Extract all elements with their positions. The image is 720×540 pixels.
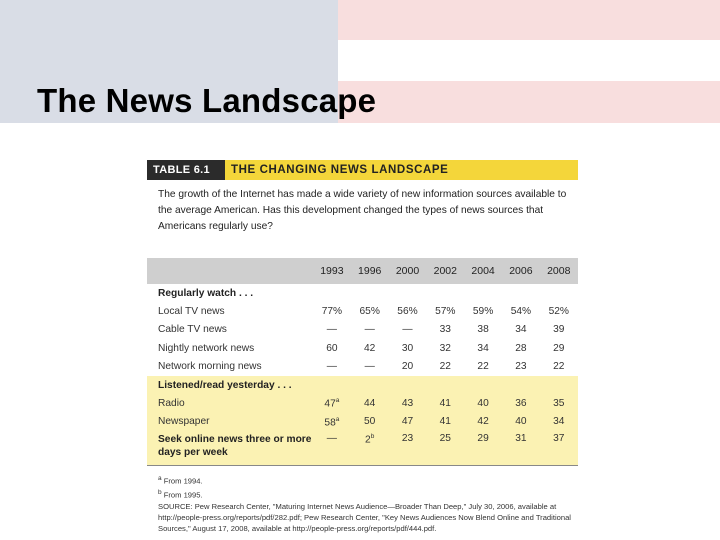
table-cell: 42 [477, 416, 489, 428]
table-cell: 42 [364, 342, 376, 354]
table-cell: 52% [548, 306, 569, 318]
table-cell: 56% [397, 306, 418, 318]
table-cell: 41 [439, 398, 451, 410]
table-cell: 29 [553, 342, 565, 354]
table-cell: — [364, 324, 375, 336]
year-header-row [147, 258, 578, 284]
table-cell: 28 [515, 342, 527, 354]
highlighted-section [147, 376, 578, 465]
table-cell: 77% [321, 306, 343, 318]
year-header: 1993 [320, 265, 344, 277]
table-cell: 22 [439, 361, 451, 373]
table-row [147, 413, 578, 431]
source-note: SOURCE: Pew Research Center, "Maturing Internet News Audience—Broader Than Deep," July 30, 2006, available at http://people-press.org/reports/pdf/282.pdf; Pew Research Center, "Key News Audiences Now Blend Online and Traditional Sources," August 17, 2008, available at http://people-press.org/reports/pdf/444.pdf. [158, 501, 571, 534]
table-row [147, 339, 578, 357]
table-cell: — [402, 324, 413, 336]
row-label: Seek online news three or more days per week [158, 434, 312, 459]
table-cell: 43 [401, 398, 414, 410]
table-cell: 50 [364, 416, 376, 428]
table-cell: 22 [477, 361, 489, 373]
table-cell: 35 [553, 398, 565, 410]
table-cell: 30 [401, 342, 414, 354]
row-label: Newspaper [158, 416, 210, 428]
table-row [147, 431, 578, 465]
footnote-marker: b [370, 433, 375, 441]
table-header-bar [147, 160, 578, 180]
table-row [147, 358, 578, 376]
table-cell: 23 [401, 433, 414, 445]
table-cell: 38 [477, 324, 489, 336]
table-cell: 57% [435, 306, 456, 318]
table-cell: 44 [364, 398, 376, 410]
table-cell: 65% [359, 306, 380, 318]
table-cell: 29 [477, 433, 489, 445]
banner-red-stripe-bottom [338, 81, 720, 123]
table-cell: — [326, 324, 337, 336]
footnote-marker: a [335, 415, 340, 423]
table-cell: 54% [510, 306, 532, 318]
table-cell: 59% [472, 306, 494, 318]
row-label: Local TV news [158, 306, 225, 318]
section-heading-read: Listened/read yesterday . . . [158, 379, 292, 391]
table-figure [147, 160, 578, 535]
table-cell: 40 [515, 416, 527, 428]
table-cell: 22 [553, 361, 565, 373]
footnote-a: $^a$ From 1994. [158, 475, 203, 486]
table-tag: TABLE 6.1 [147, 160, 225, 180]
table-cell: 39 [553, 324, 565, 336]
table-cell: 40 [477, 398, 489, 410]
table-cell: 58$^a$ [324, 415, 340, 429]
table-cell: — [326, 433, 337, 445]
table-notes [147, 466, 578, 535]
table-cell: — [364, 361, 375, 373]
year-header: 2002 [433, 265, 457, 277]
table-cell: 20 [401, 361, 414, 373]
table-cell: 34 [553, 416, 565, 428]
banner-white-stripe [338, 40, 720, 81]
row-label: Radio [158, 398, 185, 410]
table-cell: 34 [515, 324, 527, 336]
table-cell: — [326, 361, 337, 373]
row-label: Network morning news [158, 361, 262, 373]
table-name: THE CHANGING NEWS LANDSCAPE [225, 160, 578, 180]
table-cell: 60 [326, 342, 338, 354]
table-description: The growth of the Internet has made a wide variety of new information sources available to the average American. Has this development changed the types of news sources that Americans regularly use? [158, 189, 567, 232]
table-row [147, 321, 578, 339]
footnote-b: $^b$ From 1995. [158, 488, 203, 500]
table-cell: 2$^b$ [365, 433, 375, 446]
table-row [147, 302, 578, 320]
table-cell: 41 [439, 416, 451, 428]
table-cell: 37 [553, 433, 565, 445]
year-header: 1996 [358, 265, 382, 277]
table-cell: 36 [515, 398, 527, 410]
table-cell: 32 [439, 342, 451, 354]
year-header: 2004 [471, 265, 495, 277]
table-cell: 47 [401, 416, 414, 428]
table-cell: 34 [477, 342, 489, 354]
row-label: Nightly network news [158, 342, 255, 354]
year-header: 2000 [395, 265, 420, 277]
year-header: 2008 [547, 265, 571, 277]
banner-red-stripe-top [338, 0, 720, 40]
slide-title: The News Landscape [37, 82, 377, 119]
table-cell: 33 [439, 324, 451, 336]
table-row [147, 394, 578, 412]
table-cell: 25 [439, 433, 451, 445]
footnote-marker: a [335, 397, 340, 405]
year-header: 2006 [509, 265, 533, 277]
table-cell: 31 [515, 433, 527, 445]
table-cell: 47$^a$ [324, 397, 340, 410]
row-label: Cable TV news [158, 324, 227, 336]
section-heading-watch: Regularly watch . . . [158, 287, 254, 299]
table-cell: 23 [515, 361, 527, 373]
